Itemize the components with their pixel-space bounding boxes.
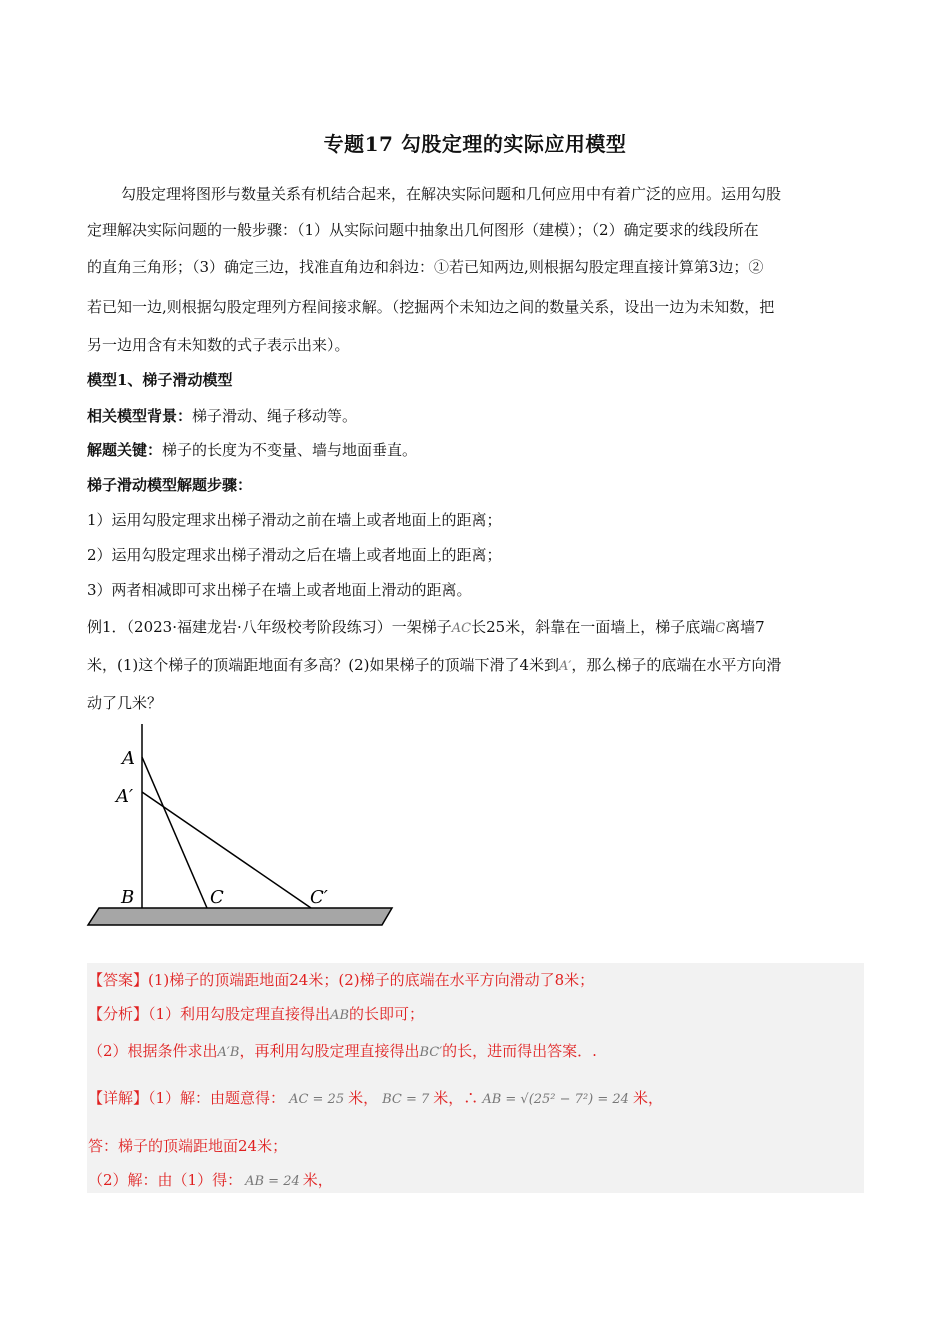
analysis-text-a: （1）利用勾股定理直接得出 [148, 1005, 331, 1023]
steps-heading: 梯子滑动模型解题步骤： [87, 476, 253, 494]
detail-line [88, 1088, 663, 1110]
solution-box [87, 963, 864, 1193]
label-A: A [122, 748, 135, 769]
answer-tag: 【答案】 [88, 971, 149, 989]
analysis2-text-a: （2）根据条件求出 [88, 1042, 218, 1060]
ladder-figure [85, 722, 405, 932]
example-text-2a: 米，(1)这个梯子的顶端距地面有多高？(2)如果梯子的顶端下滑了4米到 [87, 656, 560, 674]
math-A-prime: A′ [559, 659, 572, 674]
page-title: 专题17 勾股定理的实际应用模型 [323, 132, 627, 156]
detail-text-b: 米， [348, 1089, 379, 1107]
example-line-2 [87, 655, 863, 677]
detail-text-d: 米， [632, 1089, 663, 1107]
background-label: 相关模型背景： [87, 407, 193, 425]
intro-line-2: 定理解决实际问题的一般步骤：（1）从实际问题中抽象出几何图形（建模）；（2）确定要求的线段所在 [87, 221, 759, 239]
math-BC-prime: BC′ [419, 1045, 443, 1060]
part2-text-a: （2）解：由（1）得： [88, 1171, 243, 1189]
ladder-after [142, 792, 311, 908]
math-eq-AC: AC = 25 [289, 1092, 345, 1107]
conclusion-line: 答：梯子的顶端距地面24米； [88, 1137, 288, 1155]
ladder-before [142, 757, 207, 908]
math-C: C [715, 621, 726, 636]
math-eq-AB: AB = √(25² − 7²) = 24 [482, 1092, 629, 1107]
detail-tag: 【详解】 [88, 1089, 149, 1107]
math-AB: AB [330, 1008, 350, 1023]
label-C-prime: C′ [310, 887, 328, 908]
intro-line-1: 勾股定理将图形与数量关系有机结合起来，在解决实际问题和几何应用中有着广泛的应用。运用勾股 [121, 185, 782, 203]
label-B: B [121, 887, 135, 908]
math-AC: AC [451, 621, 472, 636]
analysis-line-2 [88, 1041, 597, 1063]
math-A-prime-B: A′B [217, 1045, 240, 1060]
key-text: 梯子的长度为不变量、墙与地面垂直。 [162, 441, 418, 459]
analysis2-text-b: ，再利用勾股定理直接得出 [239, 1042, 420, 1060]
detail-text-a: （1）解：由题意得： [148, 1089, 286, 1107]
math-eq-BC: BC = 7 [382, 1092, 430, 1107]
answer-line [88, 970, 594, 990]
key-label: 解题关键： [87, 441, 163, 459]
ground [88, 908, 392, 925]
analysis-text-b: 的长即可； [349, 1005, 425, 1023]
example-text-1a: 例1．（2023·福建龙岩·八年级校考阶段练习）一架梯子 [87, 618, 452, 636]
step-1: 1）运用勾股定理求出梯子滑动之前在墙上或者地面上的距离； [87, 511, 502, 529]
example-text-1c: 离墙7 [725, 618, 765, 636]
key-line [87, 440, 863, 460]
intro-line-4: 若已知一边,则根据勾股定理列方程间接求解。（挖掘两个未知边之间的数量关系，设出一边为未知数，把 [87, 298, 775, 316]
step-2: 2）运用勾股定理求出梯子滑动之后在墙上或者地面上的距离； [87, 546, 502, 564]
detail-text-c: 米，∴ [433, 1089, 479, 1107]
intro-line-5: 另一边用含有未知数的式子表示出来）。 [87, 336, 350, 354]
intro-line-3: 的直角三角形；（3）确定三边，找准直角边和斜边：①若已知两边,则根据勾股定理直接计算第3边；② [87, 258, 764, 276]
label-A-prime: A′ [116, 786, 134, 807]
math-eq-AB-24: AB = 24 [245, 1174, 300, 1189]
analysis2-text-c: 的长，进而得出答案．. [442, 1042, 597, 1060]
label-C: C [210, 887, 224, 908]
part2-text-b: 米， [302, 1171, 333, 1189]
example-line-3: 动了几米？ [87, 694, 163, 712]
model-heading: 模型1、梯子滑动模型 [87, 371, 233, 389]
step-3: 3）两者相减即可求出梯子在墙上或者地面上滑动的距离。 [87, 581, 472, 599]
background-text: 梯子滑动、绳子移动等。 [192, 407, 358, 425]
answer-text: (1)梯子的顶端距地面24米；(2)梯子的底端在水平方向滑动了8米； [148, 971, 595, 989]
analysis-line [88, 1004, 424, 1026]
example-text-2b: ，那么梯子的底端在水平方向滑 [571, 656, 782, 674]
analysis-tag: 【分析】 [88, 1005, 149, 1023]
part2-line [88, 1170, 333, 1192]
example-line-1 [87, 617, 863, 639]
background-line [87, 406, 863, 426]
example-text-1b: 长25米，斜靠在一面墙上，梯子底端 [471, 618, 716, 636]
